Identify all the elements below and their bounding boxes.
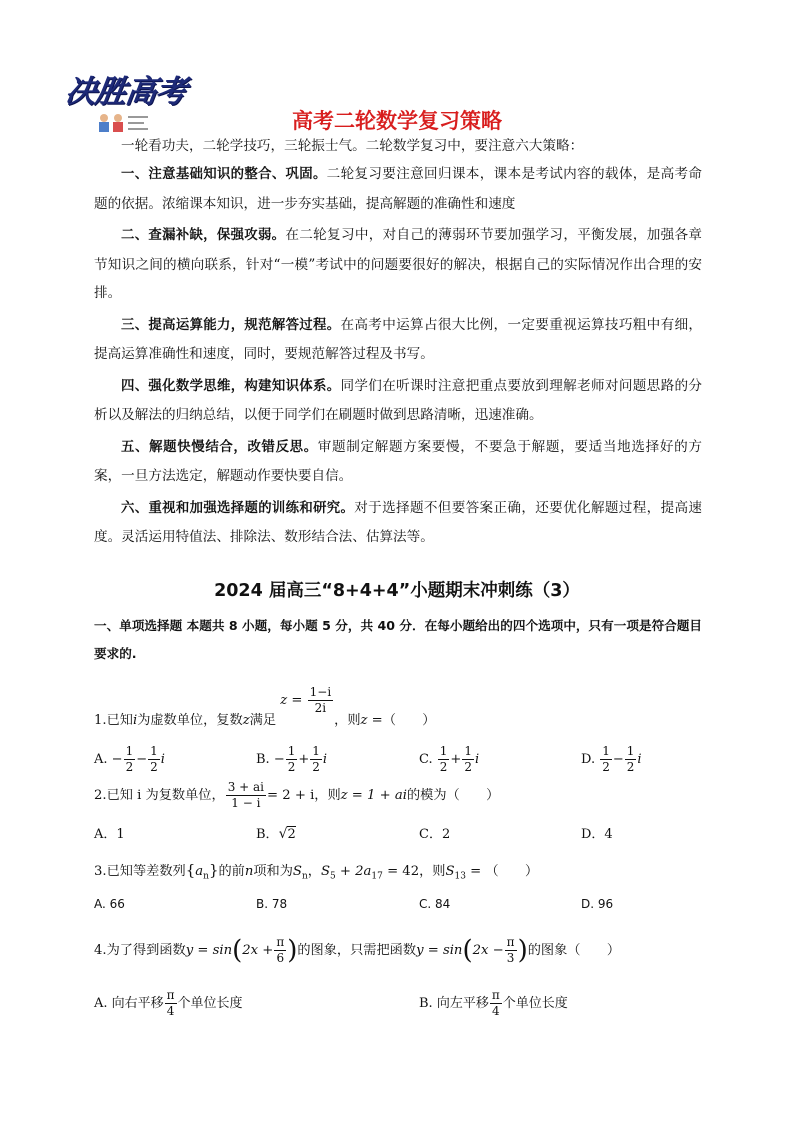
question-3: 3.已知等差数列$\{a_n\}$的前n项和为$S_n$，$S_5 + 2a_{17} = 42$，则$S_{13}$ = （ ） <box>94 861 539 882</box>
question-2: 2.已知 i 为复数单位， $\frac{3 + ai}{1 - i}$ = 2 + i，则z = 1 + ai的模为（ ） <box>94 780 500 810</box>
strategy-item-3: 三、提高运算能力，规范解答过程。在高考中运算占很大比例，一定要重视运算技巧粗中有细，提高运算准确性和速度，同时，要规范解答过程及书写。 <box>94 316 703 362</box>
page-title: 高考二轮数学复习策略 <box>292 109 502 133</box>
exam-title: 2024 届高三“8+4+4”小题期末冲刺练（3） <box>214 581 580 601</box>
strategy-item-6: 六、重视和加强选择题的训练和研究。对于选择题不但要答案正确，还要优化解题过程，提高速度。灵活运用特值法、排除法、数形结合法、估算法等。 <box>94 499 703 545</box>
q2-option-b[interactable]: B．√2 <box>256 826 296 842</box>
strategy-item-5: 五、解题快慢结合，改错反思。审题制定解题方案要慢，不要急于解题，要适当地选择好的方案，一旦方法选定，解题动作要快要自信。 <box>94 438 703 484</box>
strategy-list <box>94 160 702 552</box>
q4-option-b[interactable]: B. 向左平移 $\frac{\pi}{4}$ 个单位长度 <box>419 988 568 1018</box>
brand-logo-text: 决胜高考 <box>62 74 189 110</box>
q3-option-d[interactable]: D. 96 <box>581 897 614 911</box>
strategy-item-4: 四、强化数学思维，构建知识体系。同学们在听课时注意把重点要放到理解老师对问题思路的分析以及解法的归纳总结，以便于同学们在刷题时做到思路清晰，迅速准确。 <box>94 377 703 423</box>
strategy-item-1: 一、注意基础知识的整合、巩固。二轮复习要注意回归课本，课本是考试内容的载体，是高考命题的依据。浓缩课本知识，进一步夯实基础，提高解题的准确性和速度 <box>94 166 702 212</box>
q3-option-c[interactable]: C. 84 <box>419 897 451 911</box>
q3-option-a[interactable]: A. 66 <box>94 897 125 911</box>
q1-option-c[interactable]: C. $\frac{1}{2}$ + $\frac{1}{2}$ i <box>419 744 480 774</box>
q2-option-c[interactable]: C．2 <box>419 827 451 842</box>
q2-option-a[interactable]: A．1 <box>94 827 125 842</box>
q1-option-b[interactable]: B. − $\frac{1}{2}$ + $\frac{1}{2}$ i <box>256 744 328 774</box>
q1-equation: z = $\frac{1-i}{2i}$ <box>280 685 332 715</box>
section-heading: 一、单项选择题 本题共 8 小题，每小题 5 分，共 40 分．在每小题给出的四个选项中，只有一项是符合题目要求的. <box>94 618 702 661</box>
q1-option-a[interactable]: A. − $\frac{1}{2}$ − $\frac{1}{2}$ i <box>94 744 165 774</box>
intro-text <box>94 132 702 161</box>
strategy-item-2: 二、查漏补缺，保强攻弱。在二轮复习中，对自己的薄弱环节要加强学习，平衡发展，加强各章节知识之间的横向联系，针对“一模”考试中的问题要很好的解决，根据自己的实际情况作出合理的安排。 <box>94 227 703 301</box>
q3-option-b[interactable]: B. 78 <box>256 897 288 911</box>
q1-option-d[interactable]: D. $\frac{1}{2}$ − $\frac{1}{2}$ i <box>581 744 642 774</box>
question-1: 1.已知i为虚数单位，复数z满足 z = $\frac{1-i}{2i}$ ，则z =（ ） <box>94 680 704 742</box>
intro-line: 一轮看功夫，二轮学技巧，三轮振士气。二轮数学复习中，要注意六大策略： <box>121 138 584 154</box>
question-4: 4.为了得到函数y = sin(2x + $\frac{\pi}{6}$ )的图象，只需把函数y = sin(2x − $\frac{\pi}{3}$ )的图象（ ） <box>94 935 621 966</box>
q2-option-d[interactable]: D．4 <box>581 827 613 842</box>
q4-option-a[interactable]: A. 向右平移 $\frac{\pi}{4}$ 个单位长度 <box>94 988 243 1018</box>
sqrt-icon: √ <box>278 826 288 842</box>
